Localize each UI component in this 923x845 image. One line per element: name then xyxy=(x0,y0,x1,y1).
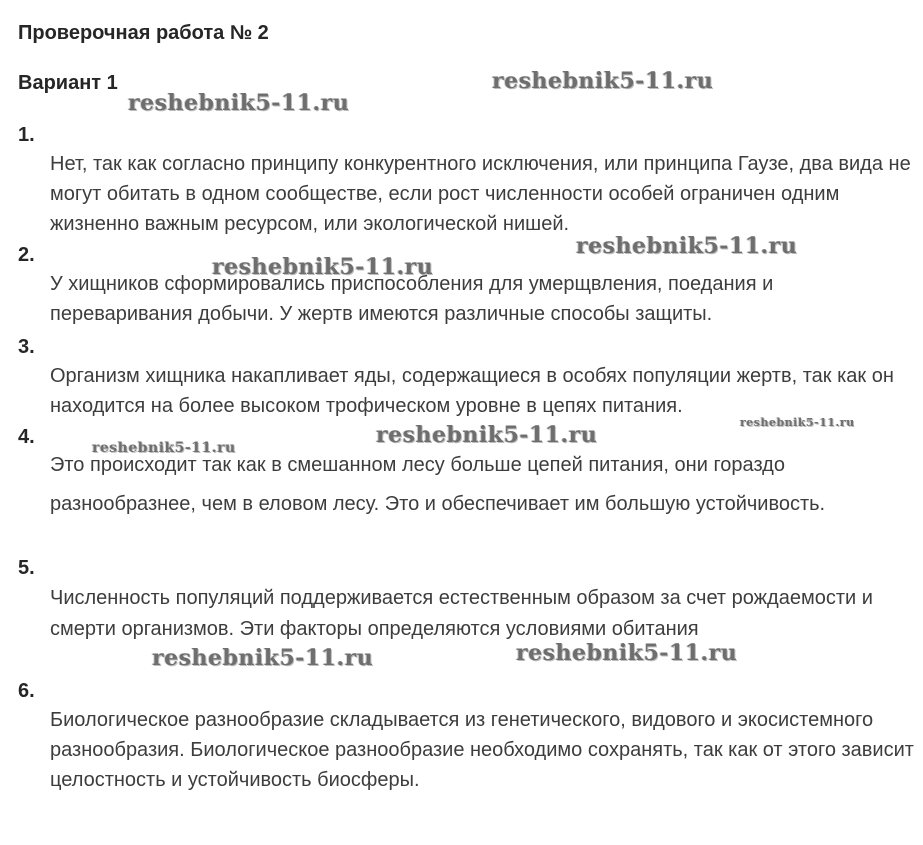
answer-text-3: Организм хищника накапливает яды, содержащиеся в особях популяции жертв, так как он находится на более высоком трофическом уровне в цепях питания. xyxy=(50,365,894,417)
answer-text-6: Биологическое разнообразие складывается из генетического, видового и экосистемного разнообразия. Биологическое разнообразие необходимо сохранять, так как от этого зависит целостность и устойчивость биосферы. xyxy=(50,709,914,791)
watermark-text: reshebnik5-11.ru xyxy=(212,254,434,280)
watermark-text: reshebnik5-11.ru xyxy=(128,90,350,116)
watermark-text: reshebnik5-11.ru xyxy=(152,645,374,671)
answer-text-2: У хищников сформировались приспособления для умерщвления, поедания и переваривания добычи. У жертв имеются различные способы защиты. xyxy=(50,273,774,325)
variant-heading: Вариант 1 xyxy=(18,72,118,94)
answer-text-4: Это происходит так как в смешанном лесу больше цепей питания, они гораздо разнообразнее, чем в еловом лесу. Это и обеспечивает им большую устойчивость. xyxy=(50,454,826,515)
watermark-text: reshebnik5-11.ru xyxy=(740,416,855,429)
answer-number-6: 6. xyxy=(18,680,35,702)
watermark-text: reshebnik5-11.ru xyxy=(492,68,714,94)
answer-number-2: 2. xyxy=(18,244,35,266)
answer-number-4: 4. xyxy=(18,426,35,448)
answer-text-1: Нет, так как согласно принципу конкурентного исключения, или принципа Гаузе, два вида не могут обитать в одном сообществе, если рост численности особей ограничен одним жизненно важным ресурсом, или экологической нишей. xyxy=(50,153,911,235)
watermark-text: reshebnik5-11.ru xyxy=(376,422,598,448)
page-title: Проверочная работа № 2 xyxy=(18,22,269,44)
answer-number-1: 1. xyxy=(18,124,35,146)
answer-text-5: Численность популяций поддерживается естественным образом за счет рождаемости и смерти организмов. Эти факторы определяются условиями обитания xyxy=(50,587,873,640)
answer-number-5: 5. xyxy=(18,557,35,579)
watermark-text: reshebnik5-11.ru xyxy=(92,440,236,456)
watermark-text: reshebnik5-11.ru xyxy=(516,640,738,666)
answer-number-3: 3. xyxy=(18,336,35,358)
watermark-text: reshebnik5-11.ru xyxy=(576,233,798,259)
